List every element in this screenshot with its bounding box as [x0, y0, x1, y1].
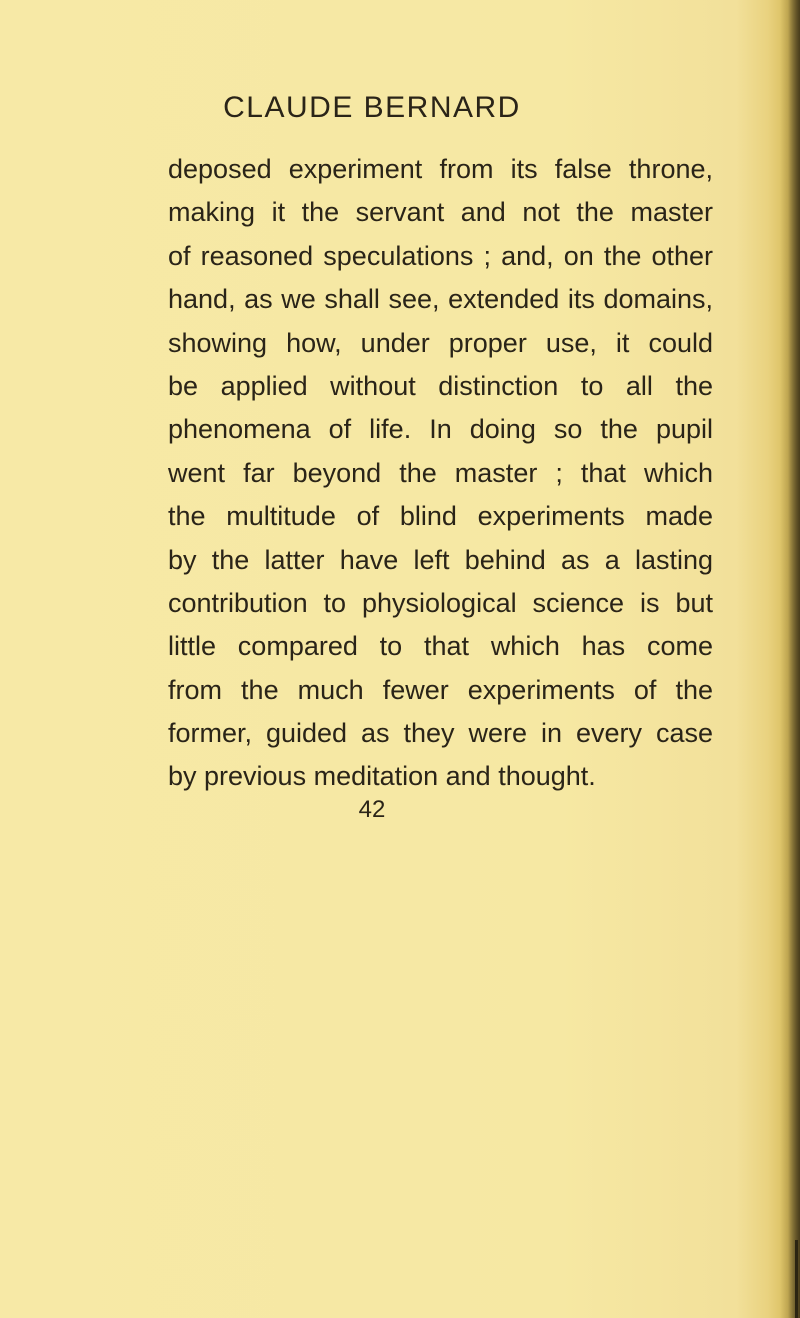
text-line-last: by previous meditation and thought. — [168, 761, 596, 792]
text-line: little compared to that which has come — [168, 631, 713, 662]
page-edge-line — [795, 1240, 798, 1318]
text-line: former, guided as they were in every case — [168, 718, 713, 749]
text-line: showing how, under proper use, it could — [168, 327, 713, 358]
text-line: went far beyond the master ; that which — [168, 457, 713, 488]
text-line: by the latter have left behind as a lasting — [168, 544, 713, 575]
text-line: be applied without distinction to all the — [168, 370, 713, 401]
text-line: the multitude of blind experiments made — [168, 501, 713, 532]
text-line: deposed experiment from its false throne, — [168, 154, 713, 184]
page-edge-shadow — [780, 0, 800, 1318]
text-line: from the much fewer experiments of the — [168, 674, 713, 705]
text-line: hand, as we shall see, extended its domains, — [168, 284, 713, 315]
text-line: phenomena of life. In doing so the pupil — [168, 414, 713, 445]
body-paragraph — [168, 148, 713, 799]
page-number: 42 — [358, 796, 386, 823]
text-line: of reasoned speculations ; and, on the other — [168, 240, 713, 271]
text-line: contribution to physiological science is but — [168, 587, 713, 618]
running-head: CLAUDE BERNARD — [223, 91, 521, 124]
text-line: making it the servant and not the master — [168, 197, 713, 228]
